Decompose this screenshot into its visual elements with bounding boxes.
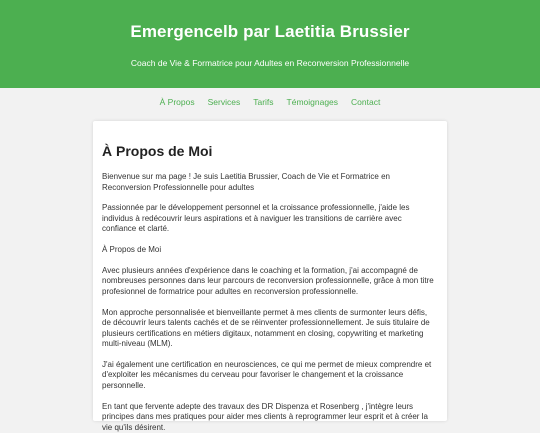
nav-link-services[interactable]: Services — [207, 97, 241, 107]
nav-item-temoignages — [287, 97, 339, 107]
paragraph-intro: Bienvenue sur ma page ! Je suis Laetitia Brussier, Coach de Vie et Formatrice en Reconversion Professionnelle pour adultes — [102, 172, 391, 192]
nav-list — [0, 97, 540, 107]
site-title: Emergencelb par Laetitia Brussier — [130, 22, 410, 41]
site-subtitle: Coach de Vie & Formatrice pour Adultes en Reconversion Professionnelle — [130, 58, 410, 68]
section-title: À Propos de Moi — [102, 143, 213, 159]
paragraph-approach: Mon approche personnalisée et bienveillante permet à mes clients de surmonter leurs défis, de découvrir leurs talents cachés et de se réinventer professionnellement. Je suis titulaire de plusieurs certifications en métiers digitaux, notamment en closing, copywriting et marketing multi-niveau (MLM). — [102, 307, 430, 349]
nav-link-contact[interactable]: Contact — [351, 97, 381, 107]
paragraph-neuroscience: J'ai également une certification en neurosciences, ce qui me permet de mieux comprendre et d'exploiter les mécanismes du cerveau pour favoriser le changement et la croissance personnelle. — [102, 359, 432, 390]
nav-item-tarifs — [253, 97, 273, 107]
paragraph-experience: Avec plusieurs années d'expérience dans le coaching et la formation, j'ai accompagné de nombreuses personnes dans leur parcours de reconversion professionnelle, grâce à mon titre profesionnel de formatrice pour adultes en reconversion professionnelle. — [102, 265, 434, 296]
paragraph-passion: Passionnée par le développement personnel et la croissance professionnelle, j'aide les individus à redécouvrir leurs aspirations et à naviguer les transitions de carrière avec confiance et clarté. — [102, 203, 410, 234]
about-content — [93, 121, 447, 433]
nav-link-temoignages[interactable]: Témoignages — [286, 97, 339, 107]
nav-link-tarifs[interactable]: Tarifs — [253, 97, 274, 107]
paragraph-subheading: À Propos de Moi — [102, 245, 162, 255]
paragraph-dispenza: En tant que fervente adepte des travaux des DR Dispenza et Rosenberg , j'intègre leurs principes dans mes pratiques pour aider mes clients à reprogrammer leur esprit et à créer la vie qu'ils désirent. — [102, 401, 428, 432]
nav-item-services — [208, 97, 241, 107]
main-nav — [0, 88, 540, 118]
nav-link-a-propos[interactable]: À Propos — [159, 97, 195, 107]
nav-item-a-propos — [160, 97, 195, 107]
nav-item-contact — [351, 97, 380, 107]
site-header — [0, 0, 540, 88]
about-section — [93, 121, 447, 432]
